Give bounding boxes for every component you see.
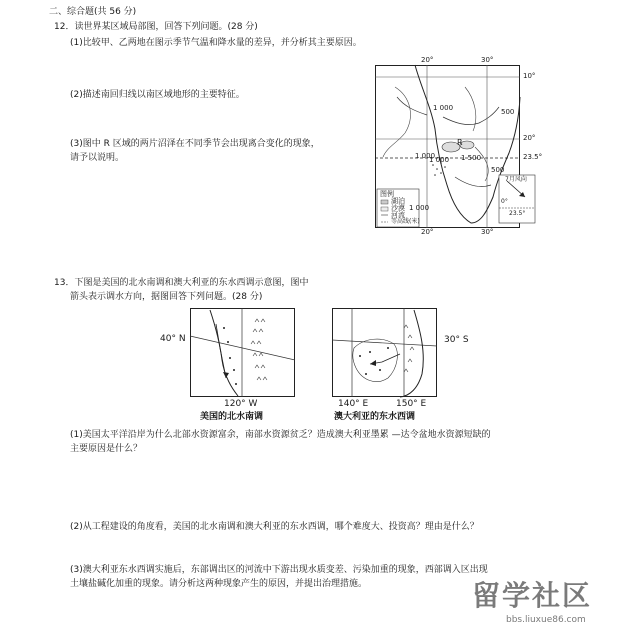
map12-contour-1000a: 1 000: [433, 104, 454, 112]
q12-part3-line1: (3)图中 R 区域的两片沼泽在不同季节会出现离合变化的现象，: [70, 139, 320, 149]
section-title: 二、综合题(共 56 分): [49, 7, 137, 17]
us-map-caption: 美国的北水南调: [200, 412, 264, 422]
map12-contour-500a: 500: [501, 108, 515, 116]
map12-legend-item-desert: 沙漠: [391, 204, 405, 212]
watermark-url: bbs.liuxue86.com: [506, 615, 586, 625]
au-map-caption: 澳大利亚的东水西调: [334, 412, 416, 422]
map12-contour-1000d: 1 000: [409, 204, 430, 212]
map12-label-R: R: [457, 138, 463, 147]
q13-part1-line2: 主要原因是什么？: [70, 444, 143, 454]
map12-contour-1000b: 1 000: [415, 152, 436, 160]
q12-part3-line2: 请予以说明。: [70, 153, 125, 163]
us-map-drawing: [160, 308, 306, 398]
au-map-lat: 30° S: [444, 335, 469, 345]
q12-map: [375, 57, 545, 235]
map12-inset-lon: 0°: [501, 198, 508, 205]
map12-contour-1000c: 1 000: [429, 156, 450, 164]
q12-part2: (2)描述南回归线以南区域地形的主要特征。: [70, 90, 245, 100]
map12-legend-title: 图例: [380, 190, 394, 198]
au-map-lon1: 140° E: [338, 399, 369, 409]
au-map-lon2: 150° E: [396, 399, 427, 409]
q12-stem: 12．读世界某区域局部图，回答下列问题。(28 分): [54, 22, 258, 32]
q13-map-au: [330, 308, 476, 424]
map12-lat-10: 10°: [523, 72, 536, 80]
map12-contour-500b: 500: [491, 166, 505, 174]
map12-legend-item-contour: 等高线(米): [391, 218, 420, 225]
q13-part3-line1: (3)澳大利亚东水西调实施后，东部调出区的河流中下游出现水质变差、污染加重的现象，西部调入区出现: [70, 565, 488, 575]
us-map-lon: 120° W: [224, 399, 258, 409]
q12-part1: (1)比较甲、乙两地在图示季节气温和降水量的差异，并分析其主要原因。: [70, 38, 362, 48]
us-map-lat: 40° N: [160, 334, 186, 344]
map12-lat-235: 23.5°: [523, 153, 543, 161]
q13-stem-line2: 箭头表示调水方向，据图回答下列问题。(28 分): [70, 292, 263, 302]
map12-inset-label: 7月风向: [505, 176, 527, 183]
map12-lat-20: 20°: [523, 134, 536, 142]
au-map-drawing: [330, 308, 476, 398]
map12-inset-lat: 23.5°: [509, 210, 526, 217]
q13-part3-line2: 土壤盐碱化加重的现象。请分析这两种现象产生的原因，并提出治理措施。: [70, 579, 368, 589]
q13-part2: (2)从工程建设的角度看，美国的北水南调和澳大利亚的东水西调，哪个难度大、投资高？理由是什么？: [70, 522, 479, 532]
map12-lon-top-right: 30°: [481, 56, 494, 64]
q13-part1-line1: (1)美国太平洋沿岸为什么北部水资源富余，南部水资源贫乏？造成澳大利亚墨累 —达令盆地水资源短缺的: [70, 430, 491, 440]
map12-legend-item-lake: 湖泊: [391, 197, 405, 205]
map12-lon-top-left: 20°: [421, 56, 434, 64]
q13-map-us: [160, 308, 306, 424]
map12-lon-bottom-left: 20°: [421, 228, 434, 236]
map12-lon-bottom-right: 30°: [481, 228, 494, 236]
map12-legend-item-river: 河流: [391, 211, 405, 219]
q13-stem-line1: 13．下图是美国的北水南调和澳大利亚的东水西调示意图，图中: [54, 278, 309, 288]
watermark-title: 留学社区: [472, 579, 593, 612]
map12-contour-1500: 1 500: [461, 154, 482, 162]
